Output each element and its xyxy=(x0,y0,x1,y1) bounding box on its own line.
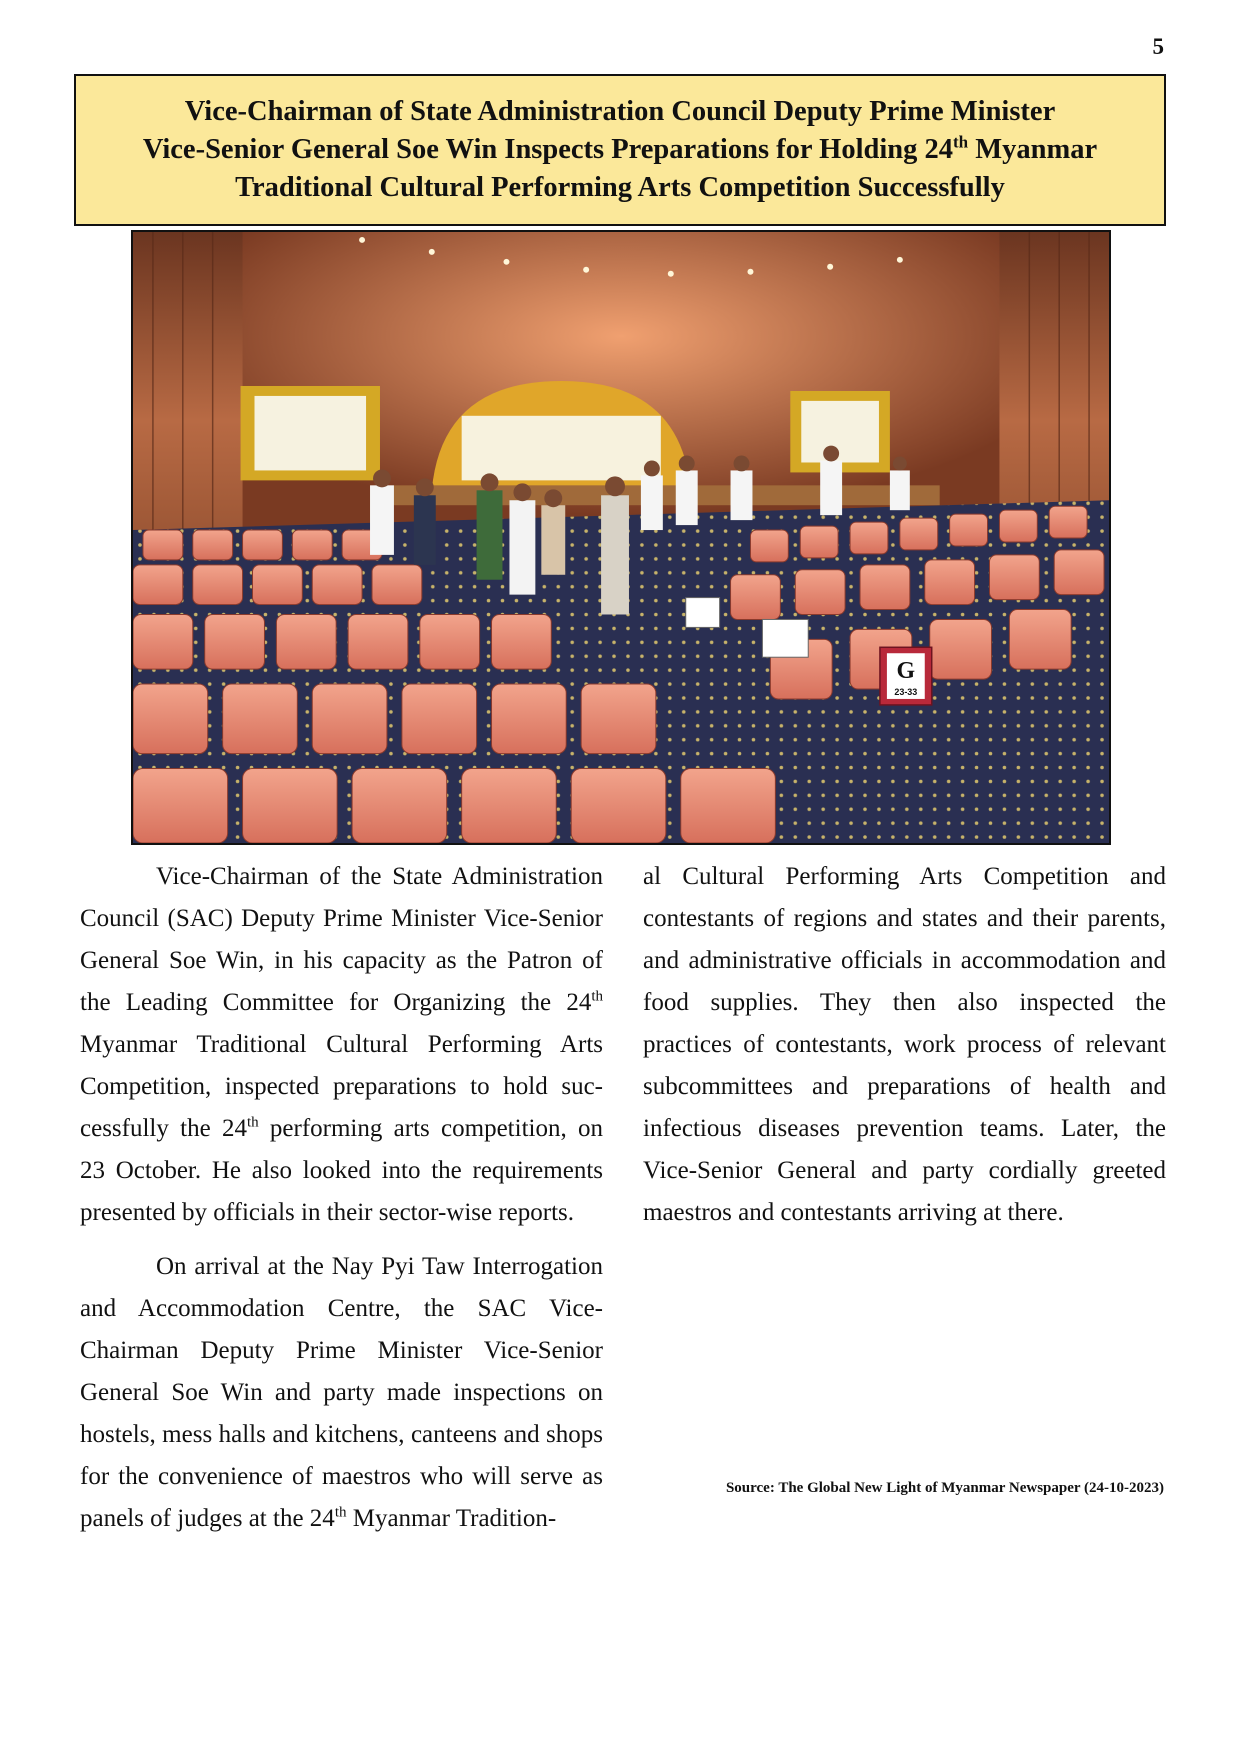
article-paragraph-2-continued: al Cultural Performing Arts Competition and contestants of regions and states and their parents, and administrative officials in accommodation and food supplies. They then also inspected the practices of contestants, work process of relevant subcommittees and preparations of health and infectious diseases prevention teams. Later, the Vice-Senior General and party cordially greeted maestros and contestants arriving at there. xyxy=(643,863,1166,1226)
article-column-right xyxy=(643,856,1166,1234)
article-column-left xyxy=(80,856,603,1540)
headline-line-3: Traditional Cultural Performing Arts Competition Successfully xyxy=(235,172,1005,203)
row-sign-range: 23-33 xyxy=(894,686,918,697)
headline-box xyxy=(74,74,1166,226)
headline-line-1: Vice-Chairman of State Administration Council Deputy Prime Minister xyxy=(184,96,1056,127)
source-credit: Source: The Global New Light of Myanmar Newspaper (24-10-2023) xyxy=(725,1480,1164,1496)
auditorium-photo xyxy=(131,230,1111,845)
row-g-sign xyxy=(880,647,932,705)
headline-line-2: Vice-Senior General Soe Win Inspects Preparations for Holding 24th Myanmar xyxy=(142,132,1098,165)
article-paragraph-1: Vice-Chairman of the State Administration Council (SAC) Deputy Prime Minister Vice-Senior General Soe Win, in his capacity as the Patron of the Leading Committee for Organizing the 24th Myanmar Traditional Cultural Performing Arts Competition, inspected preparations to hold successfully the 24th performing arts competition, on 23 October. He also looked into the requirements presented by officials in their sector-wise reports. xyxy=(80,863,603,1226)
auditorium-illustration xyxy=(133,232,1109,843)
article-paragraph-2-start: On arrival at the Nay Pyi Taw Interrogation and Accommodation Centre, the SAC Vice-Chairman Deputy Prime Minister Vice-Senior General Soe Win and party made inspections on hostels, mess halls and kitchens, canteens and shops for the convenience of maestros who will serve as panels of judges at the 24th Myanmar Tradition- xyxy=(80,1253,603,1532)
page-number: 5 xyxy=(1152,34,1164,59)
row-sign-letter: G xyxy=(896,658,916,685)
